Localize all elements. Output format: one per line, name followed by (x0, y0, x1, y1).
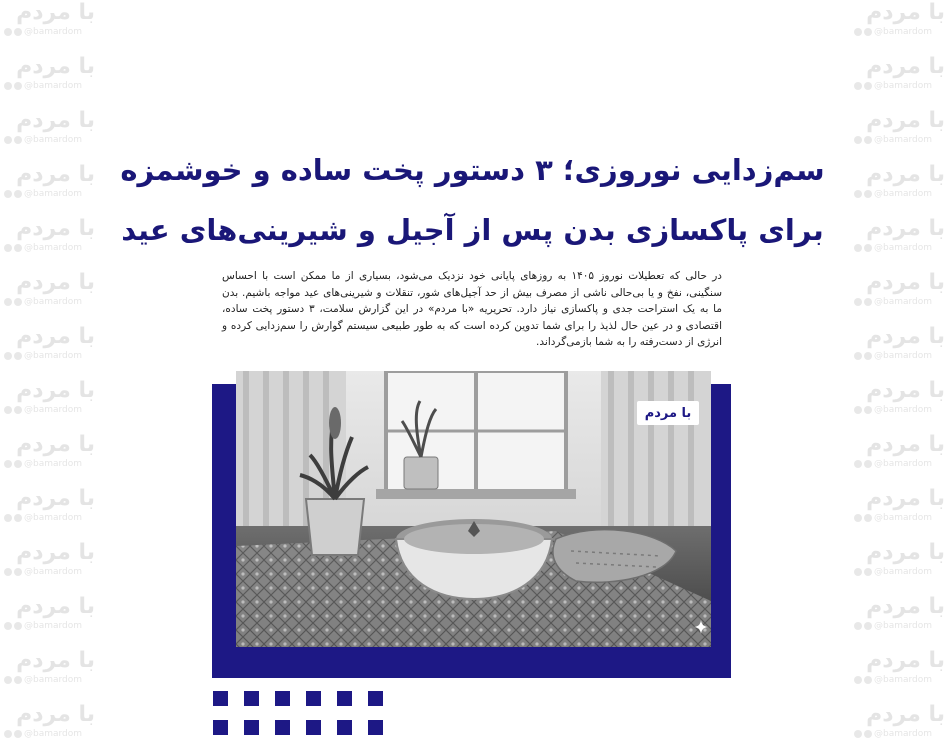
watermark: با مردم @bamardom (0, 270, 95, 324)
dot (337, 720, 352, 735)
watermark: با مردم @bamardom (0, 378, 95, 432)
watermark: با مردم @bamardom (0, 162, 95, 216)
watermark-column-right (850, 0, 945, 756)
watermark: با مردم @bamardom (0, 108, 95, 162)
watermark: با مردم @bamardom (0, 648, 95, 702)
dot (244, 691, 259, 706)
dot (306, 720, 321, 735)
watermark: با مردم @bamardom (850, 702, 945, 756)
headline-line-1: سم‌زدایی نوروزی؛ ۳ دستور پخت ساده و خوشمزه (120, 153, 825, 187)
watermark: با مردم @bamardom (850, 162, 945, 216)
watermark: با مردم @bamardom (850, 54, 945, 108)
sparkle-icon (694, 620, 708, 634)
watermark: با مردم @bamardom (850, 216, 945, 270)
dot (244, 720, 259, 735)
article-photo (236, 371, 711, 647)
watermark: با مردم @bamardom (0, 432, 95, 486)
watermark: با مردم @bamardom (0, 54, 95, 108)
headline-line-2: برای پاکسازی بدن پس از آجیل و شیرینی‌های عید (121, 213, 824, 247)
watermark: با مردم @bamardom (0, 540, 95, 594)
article-body: در حالی که تعطیلات نوروز ۱۴۰۵ به روزهای پایانی خود نزدیک می‌شود، بسیاری از ما ممکن است با احساس سنگینی، نفخ و یا بی‌حالی ناشی از مصرف بیش از حد آجیل‌های شور، تنقلات و شیرینی‌های عید مواجه باشیم. بدن ما به یک استراحت جدی و پاکسازی نیاز دارد. تحریریه «با مردم» در این گزارش سلامت، ۳ دستور پخت ساده، اقتصادی و در عین حال لذیذ را برای شما تدوین کرده است که به طور طبیعی سیستم گوارش را سم‌زدایی کرده و انرژی از دست‌رفته را به شما بازمی‌گرداند. (222, 270, 722, 348)
dot (213, 720, 228, 735)
watermark: با مردم @bamardom (850, 648, 945, 702)
watermark: با مردم @bamardom (0, 0, 95, 54)
dot (337, 691, 352, 706)
watermark: با مردم @bamardom (850, 432, 945, 486)
watermark: با مردم @bamardom (0, 702, 95, 756)
photo-brand-logo: با مردم (637, 401, 699, 425)
dot (368, 720, 383, 735)
dot (275, 691, 290, 706)
watermark: با مردم @bamardom (850, 108, 945, 162)
watermark-column-left (0, 0, 95, 756)
dot (306, 691, 321, 706)
dot (275, 720, 290, 735)
watermark: با مردم @bamardom (850, 270, 945, 324)
watermark: با مردم @bamardom (850, 540, 945, 594)
watermark: با مردم @bamardom (0, 486, 95, 540)
watermark: با مردم @bamardom (850, 594, 945, 648)
article-headline (100, 140, 845, 260)
dot (213, 691, 228, 706)
decorative-dot-grid (213, 691, 383, 735)
watermark: با مردم @bamardom (850, 0, 945, 54)
watermark: با مردم @bamardom (0, 216, 95, 270)
watermark: با مردم @bamardom (850, 324, 945, 378)
watermark: با مردم @bamardom (0, 594, 95, 648)
watermark: با مردم @bamardom (0, 324, 95, 378)
dot (368, 691, 383, 706)
watermark: با مردم @bamardom (850, 378, 945, 432)
watermark: با مردم @bamardom (850, 486, 945, 540)
